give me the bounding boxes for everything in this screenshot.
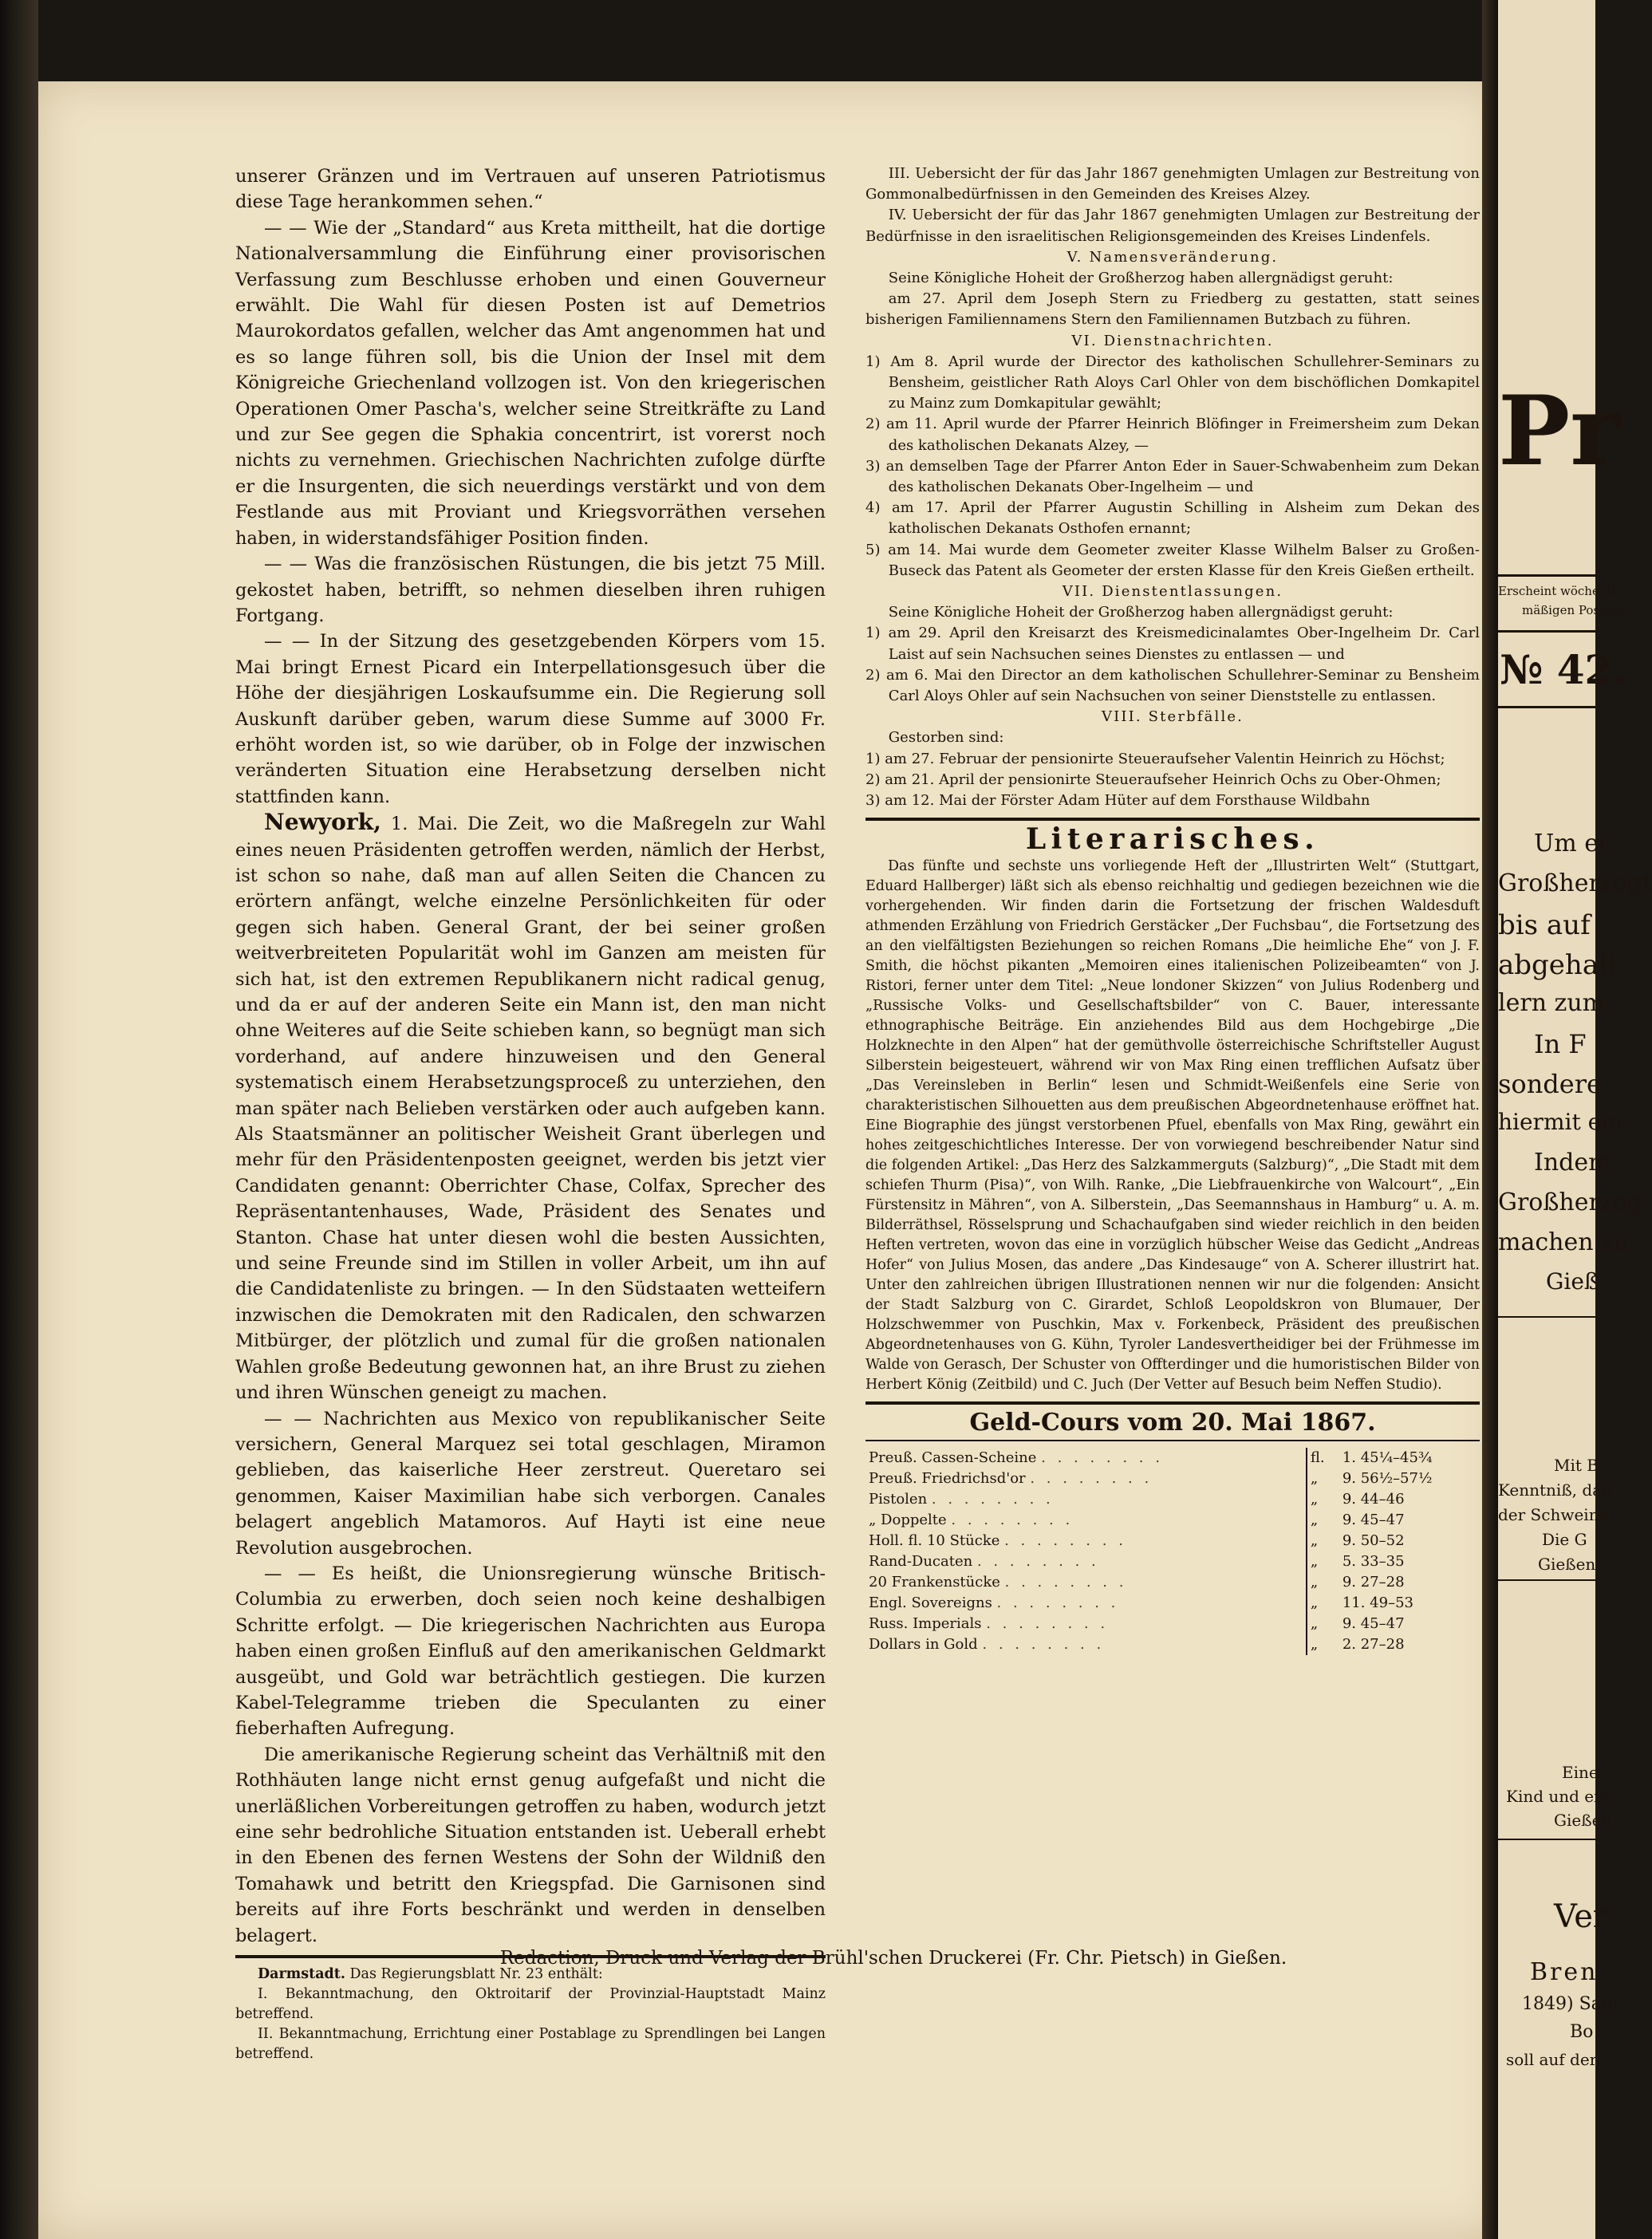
adjacent-text: Großherzogt: [1498, 869, 1652, 897]
paragraph-british-columbia: — — Es heißt, die Unionsregierung wünsche Britisch-Columbia zu erwerben, doch seien noch keine deshalbigen Schritte erfolgt. — Die kriegerischen Nachrichten aus Europa haben einen großen Einfluß auf den amerikanischen Geldmarkt ausgeübt, und Gold war beträchtlich gestiegen. Die kurzen Kabel-Telegramme trieben die Speculanten zu einer fieberhaften Aufregung.: [235, 1563, 826, 1740]
adjacent-text: Kind und ein: [1506, 1787, 1610, 1806]
adjacent-page: [1498, 0, 1652, 2239]
paragraph-kreta: — — Wie der „Standard“ aus Kreta mittheilt, hat die dortige Nationalversammlung die Einführung einer provisorischen Verfassung zum Beschlusse erhoben und einen Gouverneur erwählt. Die Wahl für diesen Posten ist auf Demetrios Maurokordatos gefallen, welcher das Amt angenommen hat und es so lange führen soll, bis die Union der Insel mit dem Königreiche Griechenland vollzogen ist. Von den kriegerischen Operationen Omer Pascha's, welcher seine Streitkräfte zu Land und zur See gegen die Sphakia concentrirt, ist vorerst noch nichts zu vernehmen. Griechischen Nachrichten zufolge dürfte er die Insurgenten, die sich neuerdings verstärkt und von dem Festlande aus mit Proviant und Kriegsvorräthen versehen haben, in widerstandsfähiger Position finden.: [235, 217, 826, 549]
adjacent-text: Bren: [1530, 1958, 1599, 1986]
section-divider: [865, 1401, 1480, 1405]
adjacent-text: Indem: [1534, 1149, 1611, 1177]
item-iii: III. Uebersicht der für das Jahr 1867 genehmigten Umlagen zur Bestreitung von Gommonalbedürfnissen in den Gemeinden des Kreises Alzey.: [865, 165, 1480, 203]
currency-rate: 9. 45–47: [1342, 1511, 1405, 1528]
adjacent-text: Gießen: [1554, 1811, 1612, 1830]
table-divider: [865, 1440, 1480, 1441]
currency-name: Pistolen . . . . . . . .: [869, 1490, 1055, 1508]
adjacent-text: 1849) Sam: [1522, 1994, 1618, 2014]
adjacent-text: Großherzog: [1498, 1188, 1642, 1216]
table-row: [865, 1572, 1480, 1593]
sterb-item-2: 2) am 21. April der pensionirte Steueraufseher Heinrich Ochs zu Ober-Ohmen;: [865, 771, 1441, 788]
table-row: [865, 1551, 1480, 1572]
currency-rate: 9. 45–47: [1342, 1614, 1405, 1632]
adjacent-text: Kenntniß, daß: [1498, 1480, 1613, 1500]
currency-name: Dollars in Gold . . . . . . . .: [869, 1635, 1105, 1653]
newyork-body: 1. Mai. Die Zeit, wo die Maßregeln zur Wahl eines neuen Präsidenten getroffen werden, nämlich der Herbst, ist schon so nahe, daß man auf allen Seiten die Chancen zu erörtern anfängt, welche einzelne Persönlichkeiten für oder gegen sich haben. General Grant, der bei seiner großen weitverbreiteten Popularität wohl im Ganzen am meisten für sich hat, ist den extremen Republikanern nicht radical genug, und da er auf der anderen Seite ein Mann ist, den man nicht ohne Weiteres auf die Seite schieben kann, so begnügt man sich vorderhand, auf andere hinzuweisen und den General systematisch einem Herabsetzungsproceß zu unterziehen, den man später nach Belieben verstärken oder auch aufgeben kann. Als Staatsmänner an politischer Weisheit Grant überlegen und mehr für den Präsidentenposten geeignet, werden bis jetzt vier Candidaten genannt: Oberrichter Chase, Colfax, Sprecher des Repräsentantenhauses, Wade, Präsident des Senates und Stanton. Chase hat unter diesen wohl die besten Aussichten, und seine Freunde sind im Stillen in voller Arbeit, um ihn auf die Candidatenliste zu bringen. — In den Südstaaten wetteifern inzwischen die Demokraten mit den Radicalen, den schwarzen Mitbürger, der plötzlich und zumal für die großen nationalen Wahlen große Bedeutung gewonnen hat, an ihre Brust zu ziehen und ihren Wünschen geneigt zu machen.: [235, 814, 826, 1404]
decree-stern: am 27. April dem Joseph Stern zu Friedberg zu gestatten, statt seines bisherigen Familiennamens Stern den Familiennamen Butzbach zu führen.: [865, 290, 1480, 329]
paragraph-indians: Die amerikanische Regierung scheint das Verhältniß mit den Rothhäuten lange nicht ernst genug aufgefaßt und nicht die unerläßlichen Vorbereitungen getroffen zu haben, wodurch jetzt eine sehr bedrohliche Situation entstanden ist. Ueberall erhebt in den Ebenen des fernen Westens der Sohn der Wildniß den Tomahawk und betritt den Kriegspfad. Die Garnisonen sind bereits auf ihre Forts beschränkt und werden in denselben belagert.: [235, 1744, 826, 1946]
currency-unit: fl.: [1307, 1448, 1339, 1468]
heading-sterbfaelle: VIII. Sterbfälle.: [1101, 708, 1244, 726]
adjacent-text: hiermit ein: [1498, 1109, 1623, 1135]
paragraph-legislative-body: — — In der Sitzung des gesetzgebenden Körpers vom 15. Mai bringt Ernest Picard ein Interpellationsgesuch über die Höhe der diesjährigen Loskaufsumme ein. Die Regierung soll Auskunft darüber geben, warum diese Summe auf 3000 Fr. erhöht worden ist, so wie darüber, ob in Folge der inzwischen veränderten Situation eine Herabsetzung derselben nicht stattfinden kann.: [235, 631, 826, 807]
heading-dienstentlassungen: VII. Dienstentlassungen.: [1062, 583, 1283, 601]
currency-unit: „: [1307, 1593, 1339, 1614]
currency-rate: 9. 50–52: [1342, 1531, 1405, 1549]
currency-rate: 9. 44–46: [1342, 1490, 1405, 1508]
currency-name: Russ. Imperials . . . . . . . .: [869, 1614, 1109, 1632]
currency-name: Holl. fl. 10 Stücke . . . . . . . .: [869, 1531, 1127, 1549]
table-row: [865, 1614, 1480, 1634]
darmstadt-item-1: I. Bekanntmachung, den Oktroitarif der Provinzial-Hauptstadt Mainz betreffend.: [235, 1986, 826, 2023]
currency-name: „ Doppelte . . . . . . . .: [869, 1511, 1074, 1528]
exchange-rate-table: [865, 1448, 1480, 1655]
paragraph-newyork: [235, 810, 826, 1405]
darmstadt-item-2: II. Bekanntmachung, Errichtung einer Postablage zu Sprendlingen bei Langen betreffend.: [235, 2026, 826, 2063]
masthead-subtitle-2: mäßigen Postauf: [1522, 603, 1624, 617]
dienst-item-5: 5) am 14. Mai wurde dem Geometer zweiter Klasse Wilhelm Balser zu Großen-Buseck das Patent als Geometer der ersten Klasse für den Kreis Gießen ertheilt.: [865, 541, 1480, 579]
adjacent-text: bis auf: [1498, 909, 1591, 941]
impressum: Redaction, Druck und Verlag der Brühl'schen Druckerei (Fr. Chr. Pietsch) in Gießen.: [499, 1948, 1287, 1969]
sterb-item-1: 1) am 27. Februar der pensionirte Steueraufseher Valentin Heinrich zu Höchst;: [865, 750, 1445, 767]
adjacent-text: lern zum: [1498, 989, 1606, 1017]
adjacent-text: Mit B: [1554, 1456, 1599, 1475]
table-row: [865, 1531, 1480, 1551]
table-row: [865, 1593, 1480, 1614]
paragraph-patriotism: unserer Gränzen und im Vertrauen auf unseren Patriotismus diese Tage herankommen sehen.“: [235, 166, 826, 213]
dateline-newyork: Newyork,: [264, 809, 381, 836]
adjacent-text: Eine: [1562, 1763, 1599, 1782]
currency-name: Preuß. Cassen-Scheine . . . . . . . .: [869, 1449, 1164, 1466]
dienst-item-1: 1) Am 8. April wurde der Director des katholischen Schullehrer-Seminars zu Bensheim, geistlicher Rath Aloys Carl Ohler von dem bischöflichen Domkapitel zu Mainz zum Domkapitular gewählt;: [865, 353, 1480, 412]
left-column: [235, 164, 826, 2064]
masthead-subtitle-1: Erscheint wöchentl: [1498, 584, 1616, 598]
book-spine: [0, 0, 38, 2239]
adjacent-text: soll auf der: [1506, 2050, 1598, 2069]
dienst-item-4: 4) am 17. April der Pfarrer Augustin Schilling in Alsheim zum Dekan des katholischen Dekanats Osthofen ernannt;: [865, 499, 1480, 538]
dienst-item-3: 3) an demselben Tage der Pfarrer Anton Eder in Sauer-Schwabenheim zum Dekan des katholischen Dekanats Ober-Ingelheim — und: [865, 457, 1480, 496]
heading-dienstnachrichten: VI. Dienstnachrichten.: [1071, 332, 1274, 349]
currency-rate: 11. 49–53: [1342, 1594, 1413, 1611]
paragraph-literarisches: Das fünfte und sechste uns vorliegende Heft der „Illustrirten Welt“ (Stuttgart, Eduard Hallberger) läßt sich als ebenso reichhaltig und gediegen bezeichnen wie die vorhergehenden. Wir finden darin die Fortsetzung der frischen Waldesduft athmenden Erzählung von Friedrich Gerstäcker „Der Fuchsbau“, die Fortsetzung des an den vielfältigsten Beziehungen so reichen Romans „Die heimliche Ehe“ von J. F. Smith, die höchst pikanten „Memoiren eines italienischen Polizeibeamten“ von J. Ristori, ferner unter dem Titel: „Neue londoner Skizzen“ von Julius Rodenberg und „Russische Volks- und Gesellschaftsbilder“ von C. Bauer, interessante ethnographische Beiträge. Ein anziehendes Bild aus dem Hochgebirge „Die Holzknechte in den Alpen“ hat der gemüthvolle österreichische Schriftsteller August Silberstein beigesteuert, während wir von Max Ring einen trefflichen Aufsatz über „Das Vereinsleben in Berlin“ lesen und Schmidt-Weißenfels eine Serie von charakteristischen Silhouetten aus dem preußischen Abgeordnetenhause eröffnet hat. Eine Biographie des jüngst verstorbenen Pfuel, ebenfalls von Max Ring, gewährt ein hohes zeitgeschichtliches Interesse. Der von vorwiegend beschreibender Natur sind die folgenden Artikel: „Das Herz des Salzkammerguts (Salzburg)“, „Die Stadt mit dem schiefen Thurm (Pisa)“, von Wilh. Ranke, „Die Liebfrauenkirche von Walcourt“, „Ein Fürstensitz in Mähren“, von A. Silberstein, „Das Seemannshaus in Hamburg“ u. A. m. Bilderräthsel, Rösselsprung und Schachaufgaben sind wieder reichlich in den beiden Heften vertreten, wovon das eine in vorzüglich hübscher Weise das Gedicht „Andreas Hofer“ von Julius Mosen, das andere „Das Kindesauge“ von A. Scherer illustrirt hat. Unter den zahlreichen übrigen Illustrationen nennen wir nur die folgenden: Ansicht der Stadt Salzburg von C. Girardet, Schloß Leopoldskron von Blumauer, Der Holzschwemmer von Puschkin, Max v. Forkenbeck, Präsident des preußischen Abgeordnetenhauses von G. Kühn, Tyroler Landesvertheidiger bei der Frühmesse im Walde von Gerasch, Der Schuster von Offterdinger und die humoristischen Bilder von Herbert König (Zeitbild) und C. Juch (Der Vetter auf Besuch beim Neffen Studio).: [865, 857, 1480, 1393]
issue-number: № 42.: [1500, 646, 1626, 693]
currency-unit: „: [1307, 1489, 1339, 1510]
currency-unit: „: [1307, 1572, 1339, 1593]
adjacent-text: Gieß: [1546, 1268, 1599, 1295]
currency-unit: „: [1307, 1531, 1339, 1551]
currency-rate: 2. 27–28: [1342, 1635, 1405, 1653]
masthead-fragment: Pr: [1498, 375, 1621, 487]
decree-intro-1: Seine Königliche Hoheit der Großherzog haben allergnädigst geruht:: [888, 270, 1394, 287]
sterb-item-3: 3) am 12. Mai der Förster Adam Hüter auf dem Forsthause Wildbahn: [865, 792, 1370, 810]
heading-geld-cours: Geld-Cours vom 20. Mai 1867.: [969, 1408, 1376, 1437]
entlassung-item-1: 1) am 29. April den Kreisarzt des Kreismedicinalamtes Ober-Ingelheim Dr. Carl Laist auf sein Nachsuchen seines Dienstes zu entlassen — und: [865, 625, 1480, 663]
dienst-item-2: 2) am 11. April wurde der Pfarrer Heinrich Blöfinger in Freimersheim zum Dekan des katholischen Dekanats Alzey, —: [865, 416, 1480, 454]
adjacent-text: Die G: [1542, 1530, 1587, 1549]
currency-rate: 9. 27–28: [1342, 1573, 1405, 1591]
adjacent-text: In F: [1534, 1029, 1587, 1059]
currency-name: Rand-Ducaten . . . . . . . .: [869, 1552, 1100, 1570]
paragraph-french-armament: — — Was die französischen Rüstungen, die bis jetzt 75 Mill. gekostet haben, betrifft, so nehmen dieselben ihren ruhigen Fortgang.: [235, 554, 826, 626]
table-row: [865, 1489, 1480, 1510]
darmstadt-body: Das Regierungsblatt Nr. 23 enthält:: [345, 1966, 603, 1983]
currency-rate: 9. 56½–57½: [1342, 1469, 1433, 1487]
adjacent-text: Gießen: [1538, 1555, 1596, 1574]
item-iv: IV. Uebersicht der für das Jahr 1867 genehmigten Umlagen zur Bestreitung der Bedürfnisse in den israelitischen Religionsgemeinden des Kreises Lindenfels.: [865, 207, 1480, 245]
decree-intro-2: Seine Königliche Hoheit der Großherzog haben allergnädigst geruht:: [888, 604, 1394, 621]
currency-rate: 1. 45¼–45¾: [1342, 1449, 1433, 1466]
adjacent-text: machen zu: [1498, 1228, 1630, 1256]
table-row: [865, 1510, 1480, 1531]
currency-unit: „: [1307, 1634, 1339, 1655]
currency-name: Preuß. Friedrichsd'or . . . . . . . .: [869, 1469, 1153, 1487]
currency-name: Engl. Sovereigns . . . . . . . .: [869, 1594, 1119, 1611]
heading-namensveraenderung: V. Namensveränderung.: [1067, 248, 1279, 266]
adjacent-text: sondere: [1498, 1069, 1602, 1099]
paragraph-mexico: — — Nachrichten aus Mexico von republikanischer Seite versichern, General Marquez sei total geschlagen, Miramon geblieben, das kaiserliche Heer zerstreut. Queretaro sei genommen, Kaiser Maximilian habe sich verborgen. Canales belagert angeblich Matamoros. Auf Hayti ist eine neue Revolution ausgebrochen.: [235, 1408, 826, 1559]
adjacent-text: Um ei: [1534, 830, 1607, 857]
right-column: [865, 164, 1480, 1655]
currency-unit: „: [1307, 1551, 1339, 1572]
currency-unit: „: [1307, 1468, 1339, 1489]
table-row: [865, 1634, 1480, 1655]
heading-literarisches: Literarisches.: [1025, 822, 1320, 857]
section-divider: [865, 818, 1480, 821]
table-row: [865, 1468, 1480, 1489]
sterb-intro: Gestorben sind:: [888, 729, 1004, 747]
adjacent-text: der Schweine: [1498, 1505, 1609, 1524]
adjacent-text: Ver: [1554, 1898, 1609, 1935]
dateline-darmstadt: Darmstadt.: [258, 1966, 345, 1983]
currency-rate: 5. 33–35: [1342, 1552, 1405, 1570]
entlassung-item-2: 2) am 6. Mai den Director an dem katholischen Schullehrer-Seminar zu Bensheim Carl Aloys Ohler auf sein Nachsuchen von seiner Dienststelle zu entlassen.: [865, 666, 1480, 705]
table-row: [865, 1448, 1480, 1468]
currency-unit: „: [1307, 1510, 1339, 1531]
currency-name: 20 Frankenstücke . . . . . . . .: [869, 1573, 1127, 1591]
adjacent-text: Bo: [1570, 2022, 1594, 2042]
currency-unit: „: [1307, 1614, 1339, 1634]
adjacent-text: abgehalt: [1498, 949, 1618, 981]
